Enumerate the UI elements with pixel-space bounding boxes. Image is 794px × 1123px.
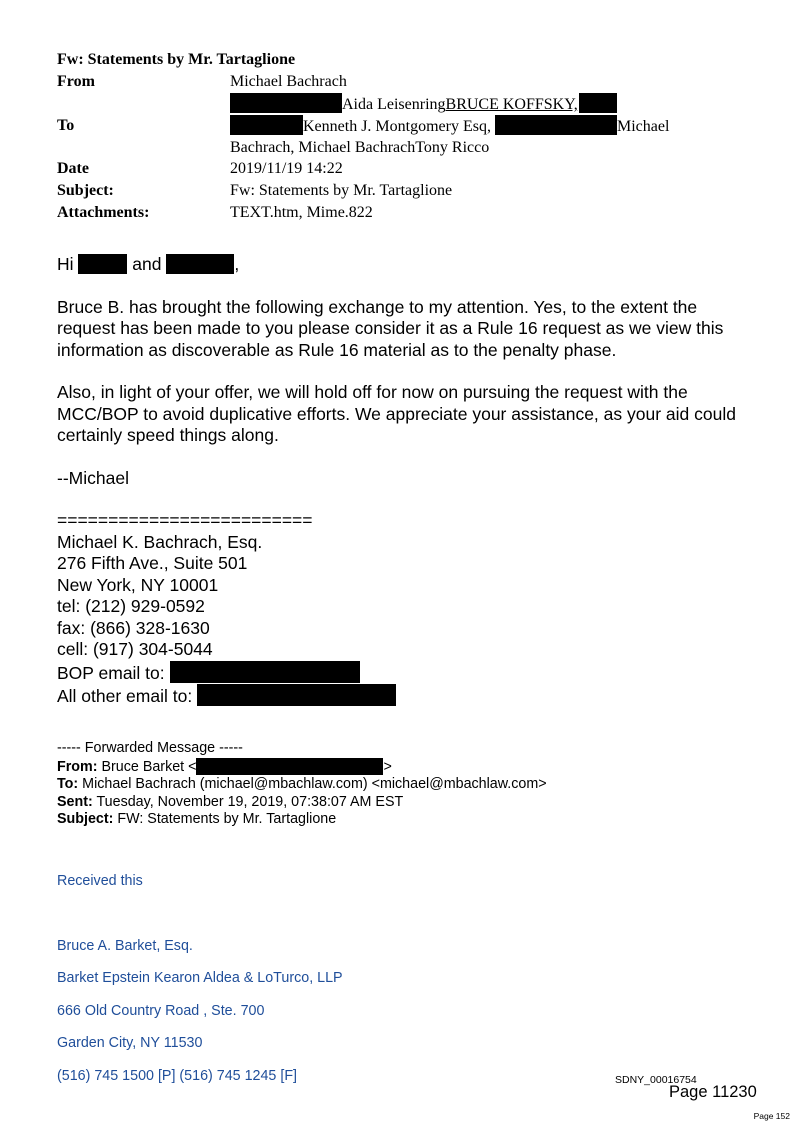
page-number-small: Page 152: [753, 1111, 790, 1121]
to-value: [230, 93, 669, 158]
fwd-sent-line: [57, 794, 747, 812]
from-label: From: [57, 73, 95, 90]
to-recipients-line3: Bachrach, Michael BachrachTony Ricco: [230, 139, 490, 156]
subject-row: [57, 180, 669, 202]
signature-tel: tel: (212) 929-0592: [57, 596, 205, 616]
redaction-box: [170, 661, 360, 683]
to-recipient-michael: Michael: [616, 118, 670, 135]
date-row: [57, 158, 669, 180]
email-header: [57, 49, 757, 224]
paragraph-2: Also, in light of your offer, we will hold off for now on pursuing the request with the MCC/BOP to avoid duplicative efforts. We appreciate your assistance, as your aid could certainly speed things along.: [57, 382, 736, 445]
attachments-label: Attachments:: [57, 204, 150, 221]
redaction-box: [579, 93, 617, 113]
paragraph-1: Bruce B. has brought the following exchange to my attention. Yes, to the extent the request has been made to you please consider it as a Rule 16 request as we view this information as discoverable as Rule 16 material as to the penalty phase.: [57, 296, 724, 360]
redaction-box: [78, 254, 127, 274]
subject-value: Fw: Statements by Mr. Tartaglione: [230, 182, 453, 199]
forwarded-message-header: [57, 740, 747, 829]
fwd-sig-name: Bruce A. Barket, Esq.: [57, 938, 193, 954]
signature-other-email: [57, 684, 747, 708]
fwd-from-line: [57, 758, 747, 777]
attachments-row: [57, 202, 669, 224]
fwd-to-value: Michael Bachrach (michael@mbachlaw.com) <michael@mbachlaw.com>: [82, 776, 547, 793]
forwarded-banner: ----- Forwarded Message -----: [57, 740, 243, 756]
email-body: [57, 254, 747, 708]
signature-name: Michael K. Bachrach, Esq.: [57, 531, 263, 552]
signature-cell: cell: (917) 304-5044: [57, 639, 213, 659]
received-text: Received this: [57, 873, 143, 889]
bates-number: SDNY_00016754: [615, 1074, 697, 1086]
redaction-box: [230, 115, 303, 135]
to-recipient-montgomery: Kenneth J. Montgomery Esq,: [303, 118, 491, 135]
other-email-label: All other email to:: [57, 686, 193, 706]
redaction-box: [495, 115, 617, 135]
attachments-value: TEXT.htm, Mime.822: [230, 204, 373, 221]
signature-fax: fax: (866) 328-1630: [57, 617, 210, 638]
fwd-subject-label: Subject:: [57, 811, 114, 828]
to-recipient-aida: Aida Leisenring: [342, 96, 446, 113]
greeting: [57, 254, 747, 276]
fwd-subject-line: [57, 811, 747, 829]
signature-rule: =========================: [57, 510, 313, 530]
fwd-from-label: From:: [57, 758, 98, 775]
page-number-large: Page 11230: [669, 1083, 757, 1101]
from-row: [57, 71, 669, 93]
fwd-sent-label: Sent:: [57, 793, 93, 810]
meta-table: [57, 71, 669, 224]
fwd-sent-value: Tuesday, November 19, 2019, 07:38:07 AM EST: [96, 793, 404, 810]
fwd-to-label: To:: [57, 776, 79, 793]
subject-label: Subject:: [57, 182, 114, 199]
redaction-box: [197, 684, 396, 706]
fwd-to-line: [57, 776, 747, 794]
date-value: 2019/11/19 14:22: [230, 160, 343, 177]
fwd-from-value: Bruce Barket <: [101, 758, 197, 775]
redaction-box: [166, 254, 234, 274]
greeting-and: and: [132, 254, 162, 274]
signature-address2: New York, NY 10001: [57, 574, 219, 595]
greeting-comma: ,: [234, 254, 240, 274]
to-recipient-koffsky: BRUCE KOFFSKY,: [445, 96, 578, 113]
signoff: --Michael: [57, 467, 129, 488]
to-row: [57, 93, 669, 158]
fwd-sig-firm: Barket Epstein Kearon Aldea & LoTurco, LLP: [57, 970, 343, 986]
to-label: To: [57, 116, 75, 134]
redaction-box: [230, 93, 342, 113]
fwd-subject-value: FW: Statements by Mr. Tartaglione: [117, 811, 337, 828]
fwd-sig-phone: (516) 745 1500 [P] (516) 745 1245 [F]: [57, 1068, 298, 1084]
greeting-hi: Hi: [57, 254, 74, 274]
fwd-from-close: >: [383, 758, 392, 775]
date-label: Date: [57, 160, 89, 177]
fwd-sig-address2: Garden City, NY 11530: [57, 1035, 203, 1051]
email-title: Fw: Statements by Mr. Tartaglione: [57, 51, 296, 68]
from-value: Michael Bachrach: [230, 73, 347, 90]
fwd-sig-address1: 666 Old Country Road , Ste. 700: [57, 1003, 265, 1019]
redaction-box: [196, 758, 383, 775]
signature-bop-email: [57, 661, 747, 685]
bop-email-label: BOP email to:: [57, 662, 165, 683]
signature-address1: 276 Fifth Ave., Suite 501: [57, 553, 248, 573]
